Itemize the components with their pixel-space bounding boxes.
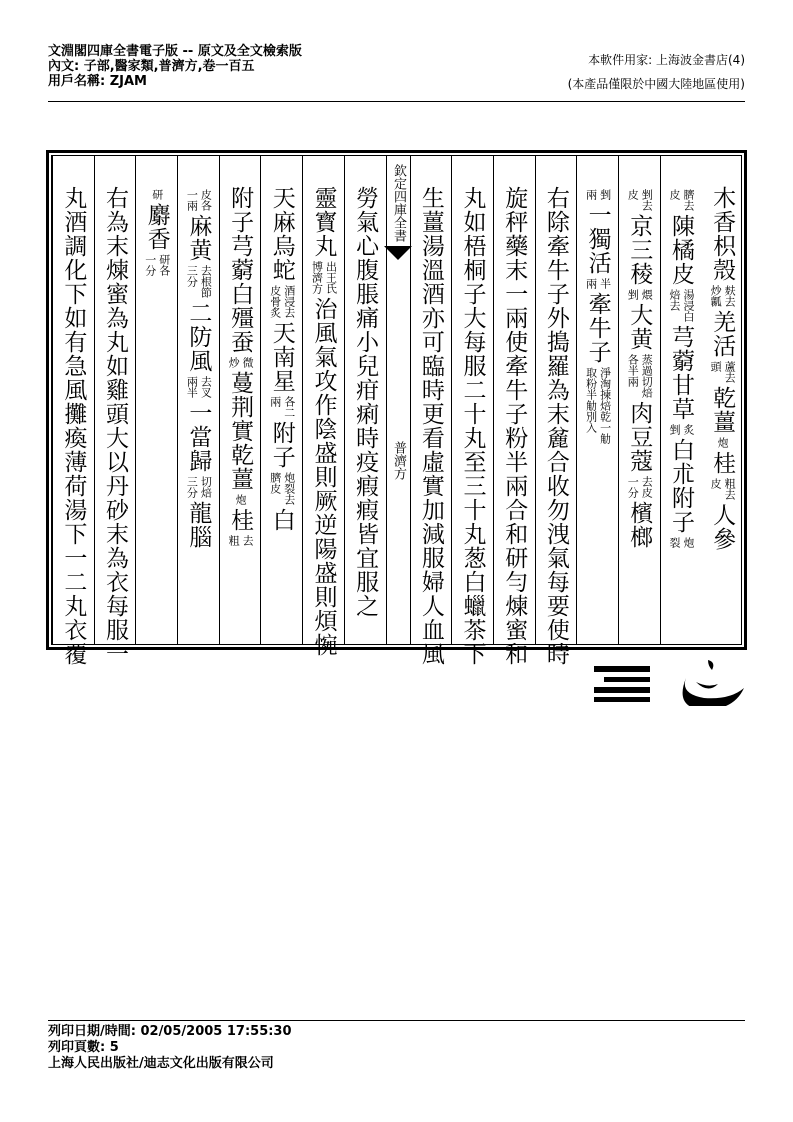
- annotation-note: [585, 367, 611, 444]
- print-datetime: 列印日期/時間: 02/05/2005 17:55:30: [48, 1024, 292, 1039]
- annotation-line: 剉去: [640, 189, 654, 211]
- annotation-line: 裂: [667, 537, 681, 548]
- footer: [48, 1024, 292, 1072]
- annotation-note: [185, 376, 211, 398]
- main-text: 陳橘皮: [667, 214, 694, 286]
- page-gutter-column: [386, 156, 410, 644]
- annotation-line: 出王氏: [324, 261, 338, 294]
- annotation-line: 半: [598, 278, 612, 289]
- text-column: [219, 156, 261, 644]
- annotation-note: [626, 476, 652, 498]
- annotation-line: 蘆去: [723, 361, 737, 383]
- main-text: 蔓荆實: [227, 371, 254, 443]
- main-text: 芎藭: [667, 325, 694, 373]
- main-text: 獨活: [584, 227, 611, 275]
- text-column: [344, 156, 386, 644]
- annotation-line: 一分: [626, 476, 640, 498]
- text-column: [451, 156, 493, 666]
- annotation-line: 剉: [598, 189, 612, 200]
- annotation-note: [234, 494, 246, 505]
- main-text: 一: [185, 401, 212, 425]
- annotation-note: [668, 424, 694, 435]
- annotation-line: 炒瓤: [709, 285, 723, 307]
- annotation-line: 皮: [709, 478, 723, 489]
- annotation-line: 博濟方: [310, 261, 324, 294]
- main-text: 乾薑: [709, 386, 736, 434]
- fishtail-mark: [384, 246, 412, 260]
- text-column: [135, 156, 177, 644]
- main-text: 白: [268, 508, 295, 532]
- main-text: 人參: [709, 503, 736, 551]
- annotation-line: 粗: [227, 535, 241, 546]
- annotation-line: 去根節: [199, 265, 213, 298]
- text-column: [701, 156, 743, 644]
- text-column: [493, 156, 535, 666]
- annotation-line: 麸去: [723, 285, 737, 307]
- header-licensee: 本軟件用家: 上海波金書店(4): [588, 53, 745, 67]
- publisher-logo: [590, 656, 750, 706]
- main-text: 檳榔: [626, 501, 653, 549]
- main-text: 白朮: [667, 438, 694, 486]
- text-column: [260, 156, 302, 644]
- main-text: 麝香: [143, 203, 170, 251]
- text-column: [410, 156, 452, 666]
- main-text: 右為末煉蜜為丸如雞頭大以丹砂末為衣每服一: [102, 186, 129, 666]
- annotation-line: 取粉半觔別入: [584, 367, 598, 433]
- text-column: [177, 156, 219, 644]
- annotation-line: 兩: [268, 396, 282, 407]
- annotation-note: [269, 285, 295, 318]
- gutter-book-name: 普濟方: [391, 441, 406, 480]
- annotation-line: 頭: [709, 361, 723, 372]
- main-text: 旋秤藥末一兩使牽牛子粉半兩合和研勻煉蜜和: [501, 186, 528, 666]
- print-page-count: 列印頁數: 5: [48, 1040, 119, 1055]
- annotation-note: [269, 472, 295, 505]
- header-left: [48, 44, 468, 89]
- main-text: 牽牛子: [584, 292, 611, 364]
- annotation-line: 各半兩: [626, 354, 640, 387]
- annotation-line: 酒浸去: [282, 285, 296, 318]
- main-text: 羌活: [709, 310, 736, 358]
- text-column: [576, 156, 618, 644]
- annotation-note: [151, 189, 163, 200]
- main-text: 靈寳丸: [310, 186, 337, 258]
- annotation-note: [626, 189, 652, 211]
- annotation-note: [310, 261, 336, 294]
- gutter-title: 欽定四庫全書: [391, 164, 406, 242]
- annotation-line: 臍皮: [268, 472, 282, 494]
- annotation-line: 炮: [234, 494, 248, 505]
- main-text: 丸酒調化下如有急風攤瘓薄荷湯下一二丸衣覆: [60, 186, 87, 666]
- annotation-line: 粗去: [723, 478, 737, 500]
- annotation-line: 去: [241, 535, 255, 546]
- annotation-line: 炙: [681, 424, 695, 435]
- annotation-line: 微: [241, 357, 255, 368]
- annotation-line: 兩: [584, 278, 598, 289]
- annotation-line: 切焙: [199, 476, 213, 498]
- annotation-note: [144, 254, 170, 276]
- page-frame: [46, 150, 747, 666]
- header-region-notice: (本產品僅限於中國大陸地區使用): [567, 77, 745, 91]
- annotation-note: [709, 478, 735, 500]
- annotation-line: 皮: [626, 189, 640, 200]
- annotation-line: 研各: [157, 254, 171, 276]
- main-text: 當歸: [185, 425, 212, 473]
- main-text: 勞氣心腹脹痛小兒疳痢時疫瘕瘕皆宜服之: [352, 186, 379, 618]
- main-text: 右除牽牛子外搗羅為末麄合收勿洩氣每要使時: [542, 186, 569, 666]
- main-text: 桂: [227, 508, 254, 532]
- annotation-line: 炮: [681, 537, 695, 548]
- main-text: 附子: [667, 486, 694, 534]
- header-right: [568, 48, 745, 96]
- annotation-line: 三分: [185, 265, 199, 287]
- main-text: 丸如梧桐子大每服二十丸至三十丸葱白蠟茶下: [459, 186, 486, 666]
- main-text: 天南星: [268, 321, 295, 393]
- main-text: 大黄: [626, 303, 653, 351]
- main-text: 二: [185, 301, 212, 325]
- annotation-line: 去皮: [640, 476, 654, 498]
- annotation-note: [185, 476, 211, 498]
- header-title: 文淵閣四庫全書電子版 -- 原文及全文檢索版: [48, 44, 302, 59]
- annotation-line: 研: [150, 189, 164, 200]
- annotation-line: 一兩: [185, 189, 199, 211]
- annotation-note: [668, 189, 694, 211]
- text-column: [302, 156, 344, 657]
- main-text: 附子: [268, 421, 295, 469]
- main-text: 生薑湯溫酒亦可臨時更看虛實加減服婦人血風: [417, 186, 444, 666]
- main-text: 白殭蚕: [227, 282, 254, 354]
- annotation-line: 皮各: [199, 189, 213, 211]
- text-column: [535, 156, 577, 666]
- annotation-line: 淨淘揀焙乾一觔: [598, 367, 612, 444]
- header-username: 用戶名稱: ZJAM: [48, 74, 147, 89]
- annotation-line: 皮: [667, 189, 681, 200]
- annotation-note: [227, 535, 253, 546]
- annotation-note: [585, 278, 611, 289]
- main-text: 麻黄: [185, 214, 212, 262]
- annotation-line: 去叉: [199, 376, 213, 398]
- main-text: 甘草: [667, 373, 694, 421]
- annotation-note: [626, 354, 652, 398]
- main-text: 治風氣攻作陰盛則厥逆陽盛則煩惋: [310, 297, 337, 657]
- annotation-note: [185, 189, 211, 211]
- annotation-line: 一分: [143, 254, 157, 276]
- annotation-line: 兩: [584, 189, 598, 200]
- annotation-note: [269, 396, 295, 418]
- text-column: [618, 156, 660, 644]
- annotation-line: 煨: [640, 289, 654, 300]
- annotation-line: 臍去: [681, 189, 695, 211]
- annotation-line: 湯浸白: [681, 289, 695, 322]
- main-text: 龍腦: [185, 501, 212, 549]
- main-text: 枳殼: [709, 234, 736, 282]
- annotation-note: [585, 189, 611, 200]
- main-text: 防風: [185, 325, 212, 373]
- annotation-line: 剉: [667, 424, 681, 435]
- annotation-line: 三分: [185, 476, 199, 498]
- annotation-line: 剉: [626, 289, 640, 300]
- main-text: 乾薑: [227, 443, 254, 491]
- annotation-note: [709, 361, 735, 383]
- header-rule: [48, 101, 745, 102]
- annotation-line: 各二: [282, 396, 296, 418]
- annotation-note: [709, 285, 735, 307]
- text-column: [660, 156, 702, 644]
- annotation-line: 兩半: [185, 376, 199, 398]
- annotation-note: [716, 437, 728, 448]
- text-columns: [51, 155, 742, 666]
- annotation-note: [668, 537, 694, 548]
- annotation-note: [626, 289, 652, 300]
- annotation-line: 炮裂去: [282, 472, 296, 505]
- text-column: [94, 156, 136, 666]
- main-text: 芎藭: [227, 234, 254, 282]
- annotation-note: [185, 265, 211, 298]
- annotation-line: 炮: [716, 437, 730, 448]
- annotation-note: [227, 357, 253, 368]
- main-text: 附子: [227, 186, 254, 234]
- annotation-line: 炒: [227, 357, 241, 368]
- header-content-path: 內文: 子部,醫家類,普濟方,卷一百五: [48, 59, 255, 74]
- main-text: 烏蛇: [268, 234, 295, 282]
- annotation-line: 皮骨炙: [268, 285, 282, 318]
- main-text: 一: [584, 203, 611, 227]
- annotation-line: 焙去: [667, 289, 681, 311]
- main-text: 桂: [709, 451, 736, 475]
- annotation-line: 蒸過切焙: [640, 354, 654, 398]
- annotation-note: [668, 289, 694, 322]
- main-text: 肉豆蔻: [626, 401, 653, 473]
- main-text: 京三稜: [626, 214, 653, 286]
- publisher-line: 上海人民出版社/迪志文化出版有限公司: [48, 1056, 274, 1071]
- main-text: 木香: [709, 186, 736, 234]
- text-column: [52, 156, 94, 666]
- footer-rule: [48, 1020, 745, 1021]
- main-text: 天麻: [268, 186, 295, 234]
